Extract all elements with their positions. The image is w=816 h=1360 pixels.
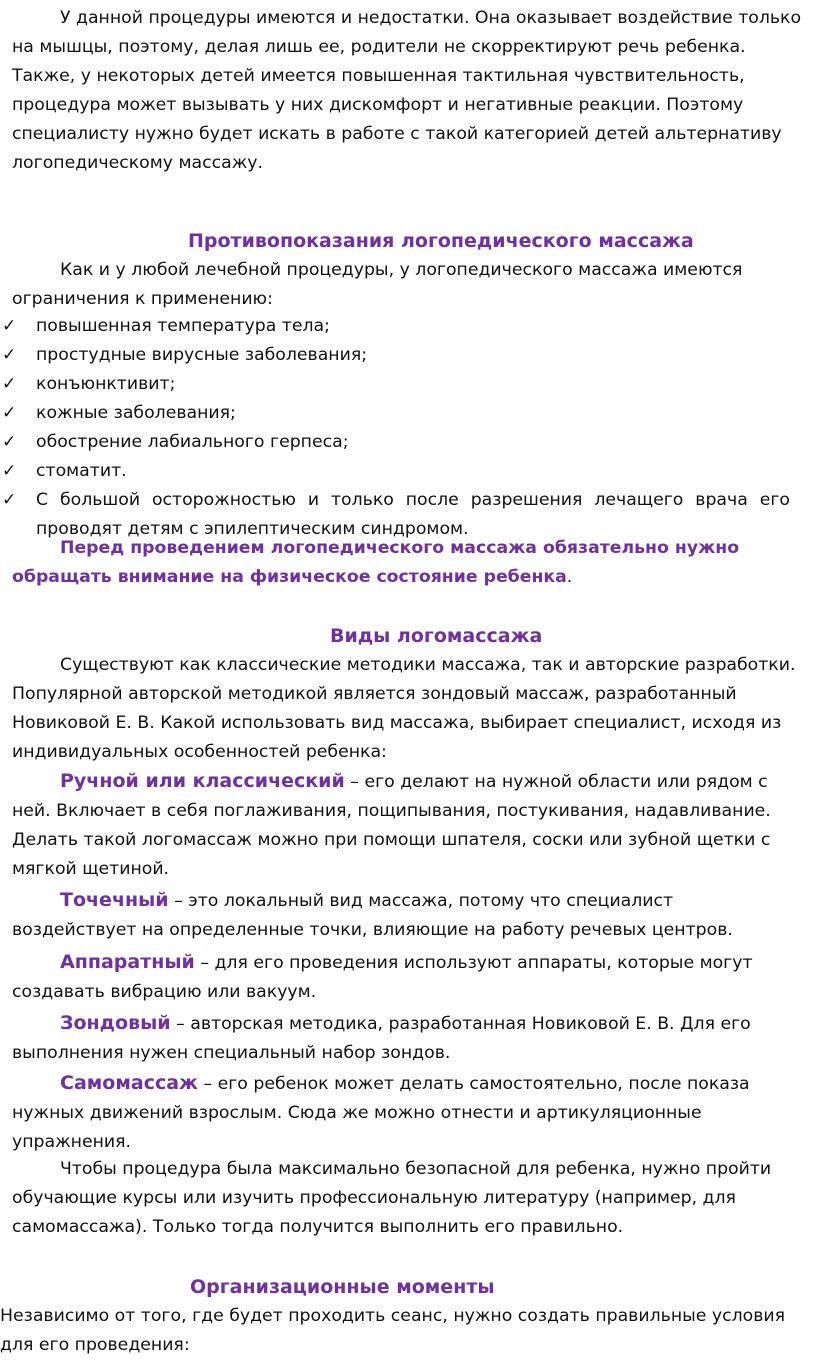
list-item-text: простудные вирусные заболевания; — [36, 345, 368, 365]
contraindications-note — [12, 534, 802, 592]
contraindications-lead: Как и у любой лечебной процедуры, у логопедического массажа имеются ограничения к применению: — [12, 260, 743, 309]
list-item-text: повышенная температура тела; — [36, 316, 330, 336]
list-item-text: стоматит. — [36, 461, 127, 481]
type-term: Аппаратный — [60, 951, 195, 973]
type-self-massage — [12, 1069, 802, 1157]
list-item-text: конъюнктивит; — [36, 374, 176, 394]
list-item — [0, 370, 790, 399]
type-term: Точечный — [60, 889, 169, 911]
type-description: – авторская методика, разработанная Новиковой Е. В. Для его выполнения нужен специальный набор зондов. — [12, 1014, 751, 1063]
checkmark-icon: ✓ — [2, 461, 17, 481]
type-manual — [12, 767, 802, 884]
types-heading: Виды логомассажа — [330, 625, 543, 647]
list-item-text: кожные заболевания; — [36, 403, 236, 423]
checkmark-icon: ✓ — [2, 490, 17, 510]
list-item — [0, 341, 790, 370]
checkmark-icon: ✓ — [2, 403, 17, 423]
list-item-text: С большой осторожностью и только после разрешения лечащего врача его проводят детям с эпилептическим синдромом. — [36, 490, 790, 539]
type-point — [12, 886, 802, 945]
organization-heading: Организационные моменты — [190, 1276, 495, 1298]
type-description: – его ребенок может делать самостоятельно, после показа нужных движений взрослым. Сюда же можно отнести и артикуляционные упражнения. — [12, 1074, 750, 1152]
list-item — [0, 312, 790, 341]
type-term: Зондовый — [60, 1012, 171, 1034]
type-term: Ручной или классический — [60, 770, 345, 792]
type-probe — [12, 1009, 802, 1068]
types-lead: Существуют как классические методики массажа, так и авторские разработки. Популярной авторской методикой является зондовый массаж, разработанный Новиковой Е. В. Какой использовать вид массажа, выбирает специалист, исходя из индивидуальных особенностей ребенка: — [12, 655, 796, 762]
type-description: – для его проведения используют аппараты, которые могут создавать вибрацию или вакуум. — [12, 953, 753, 1002]
type-description: – это локальный вид массажа, потому что специалист воздействует на определенные точки, влияющие на работу речевых центров. — [12, 891, 733, 940]
checkmark-icon: ✓ — [2, 345, 17, 365]
contraindications-list — [0, 312, 790, 544]
list-item — [0, 399, 790, 428]
type-hardware — [12, 948, 802, 1007]
list-item-text: обострение лабиального герпеса; — [36, 432, 349, 452]
contraindications-heading: Противопоказания логопедического массажа — [188, 230, 694, 252]
checkmark-icon: ✓ — [2, 374, 17, 394]
type-term: Самомассаж — [60, 1072, 198, 1094]
note-period: . — [566, 567, 573, 587]
note-text: Перед проведением логопедического массажа обязательно нужно обращать внимание на физическое состояние ребенка — [12, 538, 740, 587]
type-description: – его делают на нужной области или рядом с ней. Включает в себя поглаживания, пощипывания, постукивания, надавливание. Делать такой логомассаж можно при помощи шпателя, соски или зубной щетки с мягкой щетиной. — [12, 772, 771, 879]
organization-lead: Независимо от того, где будет проходить сеанс, нужно создать правильные условия для его проведения: — [0, 1306, 786, 1355]
list-item — [0, 428, 790, 457]
checkmark-icon: ✓ — [2, 316, 17, 336]
types-closing: Чтобы процедура была максимально безопасной для ребенка, нужно пройти обучающие курсы или изучить профессиональную литературу (например, для самомассажа). Только тогда получится выполнить его правильно. — [12, 1159, 772, 1237]
intro-paragraph: У данной процедуры имеются и недостатки. Она оказывает воздействие только на мышцы, поэтому, делая лишь ее, родители не скорректируют речь ребенка. Также, у некоторых детей имеется повышенная тактильная чувствительность, процедура может вызывать у них дискомфорт и негативные реакции. Поэтому специалисту нужно будет искать в работе с такой категорией детей альтернативу логопедическому массажу. — [12, 8, 802, 173]
list-item — [0, 457, 790, 486]
checkmark-icon: ✓ — [2, 432, 17, 452]
